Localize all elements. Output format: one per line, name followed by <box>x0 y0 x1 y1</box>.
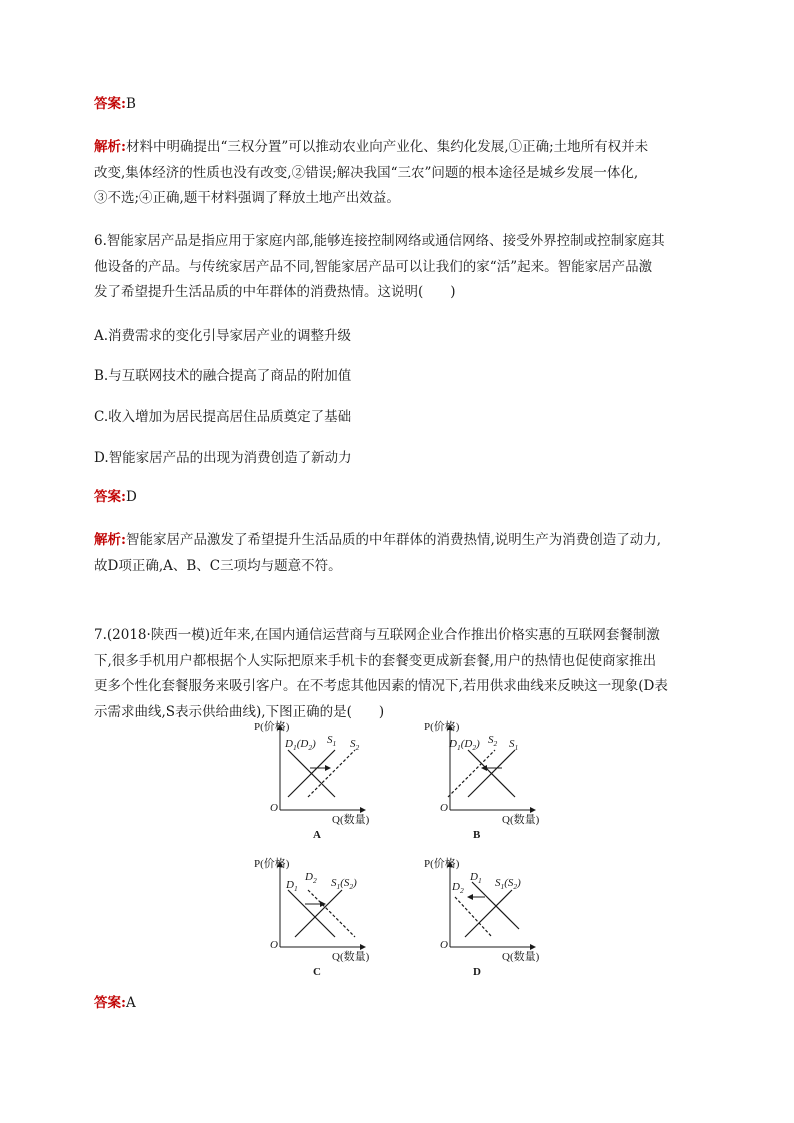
svg-text:S1(S2): $S_1(S_2)$ <box>331 877 357 891</box>
x-axis-label: Q(数量) <box>502 951 540 963</box>
stem-line: 7.(2018·陕西一模)近年来,在国内通信运营商与互联网企业合作推出价格实惠的互联网套餐制激 <box>94 627 660 643</box>
stem-line: 下,很多手机用户都根据个人实际把原来手机卡的套餐变更成新套餐,用户的热情也促使商家推出 <box>94 652 657 669</box>
svg-text:S1: $S_1$ <box>509 738 519 752</box>
stem-line: 更多个性化套餐服务来吸引客户。在不考虑其他因素的情况下,若用供求曲线来反映这一现象(D表 <box>94 678 668 694</box>
analysis-line: 材料中明确提出“三权分置”可以推动农业向产业化、集约化发展,①正确;土地所有权并未 <box>125 139 649 155</box>
q6-option-a: A.消费需求的变化引导家居产业的调整升级 <box>94 328 352 344</box>
graph-b <box>420 715 550 849</box>
graph-label: A <box>313 829 321 841</box>
answer-value: A <box>125 995 136 1011</box>
q6-option-b: B.与互联网技术的融合提高了商品的附加值 <box>94 368 352 384</box>
x-axis-label: Q(数量) <box>332 951 370 963</box>
y-axis-label: P(价格) <box>424 858 460 870</box>
q6-option-d: D.智能家居产品的出现为消费创造了新动力 <box>94 450 352 466</box>
analysis-line: 故D项正确,A、B、C三项均与题意不符。 <box>94 557 342 574</box>
analysis-label: 解析: <box>94 139 126 155</box>
answer-label: 答案: <box>94 489 126 505</box>
y-axis-label: P(价格) <box>424 721 460 733</box>
origin-label: O <box>440 939 448 951</box>
graph-label: B <box>473 829 481 841</box>
answer-value: D <box>125 489 137 505</box>
q7-stem <box>94 623 704 725</box>
origin-label: O <box>270 939 278 951</box>
origin-label: O <box>440 802 448 814</box>
analysis-line: ③不选;④正确,题干材料强调了释放土地产出效益。 <box>94 190 400 206</box>
q5-analysis <box>94 135 704 212</box>
graph-d <box>420 852 550 986</box>
svg-text:S2: $S_2$ <box>488 734 498 748</box>
answer-label: 答案: <box>94 96 126 112</box>
q5-answer <box>94 92 704 118</box>
x-axis-label: Q(数量) <box>502 814 540 826</box>
graph-label: D <box>473 966 481 978</box>
svg-text:D2: $D_2$ <box>452 881 464 895</box>
answer-value: B <box>125 96 136 112</box>
stem-line: 发了希望提升生活品质的中年群体的消费热情。这说明( ) <box>94 284 456 300</box>
analysis-line: 改变,集体经济的性质也没有改变,②错误;解决我国“三农”问题的根本途径是城乡发展一体化, <box>94 164 639 181</box>
q7-answer <box>94 991 704 1017</box>
q6-analysis <box>94 528 704 579</box>
q6-option-c: C.收入增加为居民提高居住品质奠定了基础 <box>94 409 352 425</box>
analysis-line: 智能家居产品激发了希望提升生活品质的中年群体的消费热情,说明生产为消费创造了动力, <box>125 532 662 548</box>
svg-text:D2: $D_2$ <box>305 871 317 885</box>
q6-answer <box>94 485 704 511</box>
graph-label: C <box>313 966 321 978</box>
y-axis-label: P(价格) <box>254 721 290 733</box>
stem-line: 他设备的产品。与传统家居产品不同,智能家居产品可以让我们的家“活”起来。智能家居产品激 <box>94 258 653 275</box>
svg-text:D1: $D_1$ <box>470 871 482 885</box>
analysis-label: 解析: <box>94 532 126 548</box>
stem-line: 6.智能家居产品是指应用于家庭内部,能够连接控制网络或通信网络、接受外界控制或控制家庭其 <box>94 233 665 249</box>
origin-label: O <box>270 802 278 814</box>
stem-line: 示需求曲线,S表示供给曲线),下图正确的是( ) <box>94 703 385 720</box>
svg-text:S1(S2): $S_1(S_2)$ <box>495 877 521 891</box>
y-axis-label: P(价格) <box>254 858 290 870</box>
q6-stem <box>94 229 704 306</box>
svg-text:D1(D2): $D_1(D_2)$ <box>285 738 316 752</box>
answer-label: 答案: <box>94 995 126 1011</box>
graph-c <box>250 852 380 986</box>
svg-text:D1: $D_1$ <box>286 879 298 893</box>
svg-text:S1: $S_1$ <box>327 734 337 748</box>
graph-a <box>250 715 380 849</box>
x-axis-label: Q(数量) <box>332 814 370 826</box>
svg-text:D1(D2): $D_1(D_2)$ <box>449 738 480 752</box>
svg-text:S2: $S_2$ <box>350 738 360 752</box>
